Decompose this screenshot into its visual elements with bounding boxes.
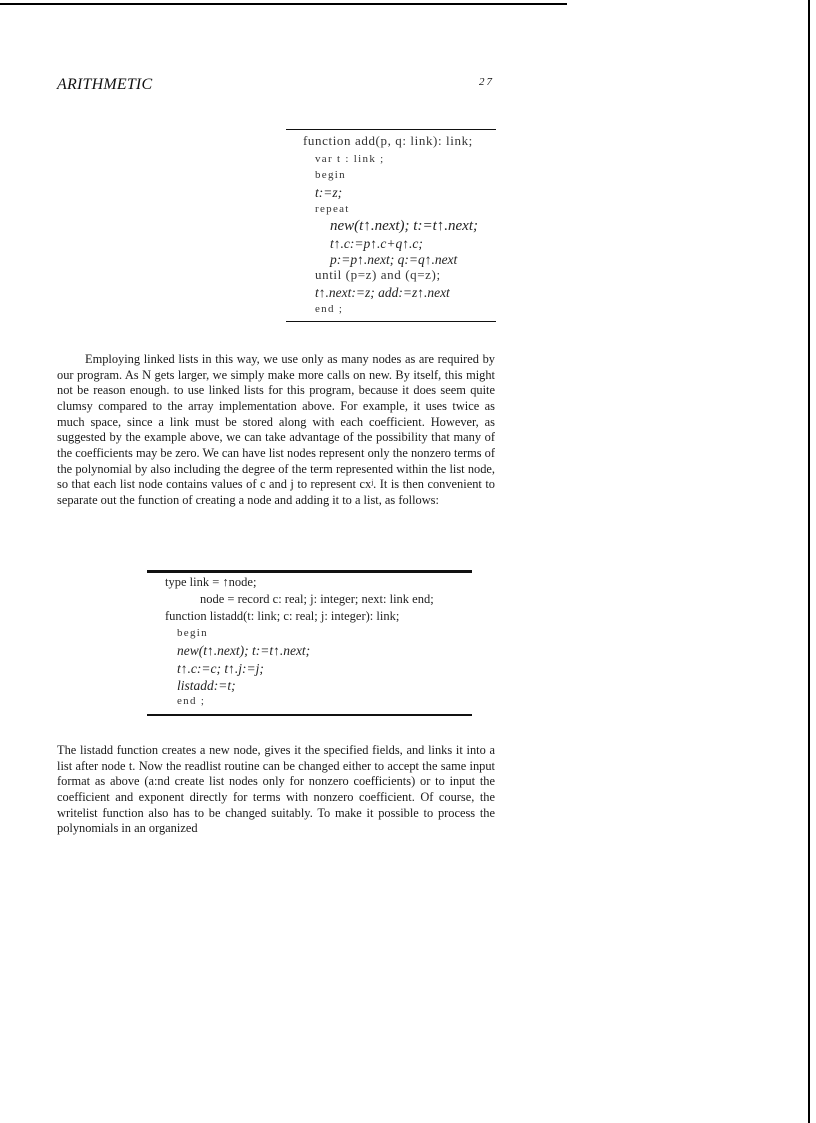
- paragraph-text: The listadd function creates a new node, gives it the specified fields, and links it into a list after node t. Now the readlist routine can be changed either to accept the same input format as above (a:nd create list nodes only for nonzero coefficients) or to input the coefficient and exponent directly for terms with nonzero coefficient. Of course, the writelist function also has to be changed suitably. To make it possible to process the polynomials in an organized: [57, 743, 495, 836]
- paragraph-listadd: [57, 743, 495, 837]
- code-line: listadd:=t;: [177, 678, 236, 693]
- running-title: ARITHMETIC: [57, 76, 153, 93]
- code-line: t↑.c:=p↑.c+q↑.c;: [330, 236, 423, 251]
- code-line: t↑.c:=c; t↑.j:=j;: [177, 661, 264, 676]
- paragraph-linked-lists: [57, 352, 495, 509]
- code-line: t:=z;: [315, 185, 343, 200]
- code-line: function add(p, q: link): link;: [303, 133, 473, 148]
- code-line: repeat: [315, 203, 350, 215]
- code-line: new(t↑.next); t:=t↑.next;: [177, 643, 311, 658]
- code-line: p:=p↑.next; q:=q↑.next: [330, 252, 458, 267]
- code-line: begin: [177, 627, 208, 639]
- code-line: node = record c: real; j: integer; next: link end;: [200, 592, 434, 606]
- code-line: t↑.next:=z; add:=z↑.next: [315, 285, 450, 300]
- code-line: new(t↑.next); t:=t↑.next;: [330, 218, 478, 234]
- code-line: end ;: [177, 695, 206, 707]
- top-rule: [0, 3, 567, 5]
- code-line: begin: [315, 169, 346, 181]
- code-line: var t : link ;: [315, 153, 385, 165]
- code-line: function listadd(t: link; c: real; j: integer): link;: [165, 609, 400, 623]
- right-margin-rule: [808, 0, 810, 1123]
- code-line: until (p=z) and (q=z);: [315, 267, 441, 282]
- paragraph-text: Employing linked lists in this way, we use only as many nodes as are required by our program. As N gets larger, we simply make more calls on new. By itself, this might not be reason enough. to use linked lists for this program, because it does seem quite clumsy compared to the array implementation above. For example, it uses twice as much space, since a link must be stored along with each coefficient. However, as suggested by the example above, we can take advantage of the possibility that many of the coefficients may be zero. We can have list nodes represent only the nonzero terms of the polynomial by also including the degree of the term represented within the list node, so that each list node contains values of c and j to represent cxʲ. It is then convenient to separate out the function of creating a node and adding it to a list, as follows:: [57, 352, 495, 507]
- page-number: 27: [479, 76, 494, 88]
- code-line: end ;: [315, 303, 344, 315]
- code-line: type link = ↑node;: [165, 575, 257, 589]
